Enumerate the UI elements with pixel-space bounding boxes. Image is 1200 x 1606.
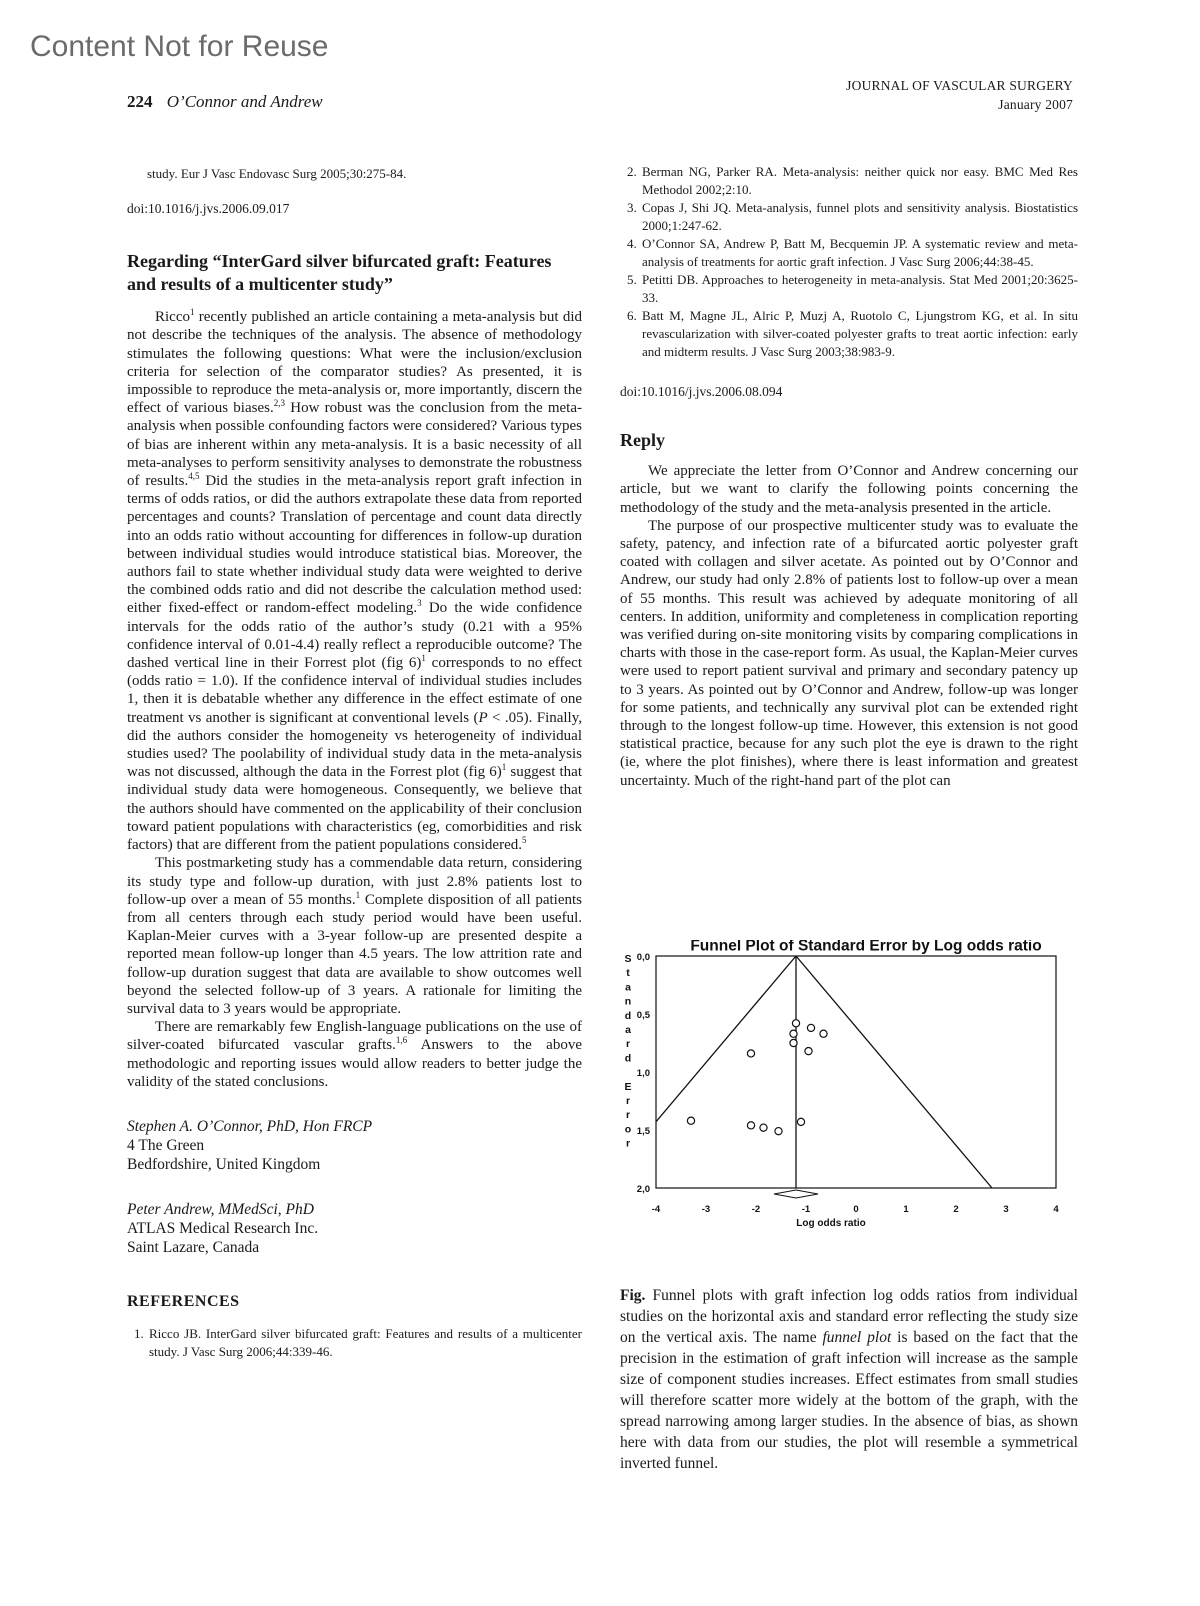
- study-point: [805, 1048, 812, 1055]
- running-header-left: [127, 92, 323, 112]
- x-tick-label: 4: [1053, 1204, 1059, 1215]
- y-axis-label-char: n: [624, 995, 632, 1008]
- study-point: [807, 1024, 814, 1031]
- signature-2: Peter Andrew, MMedSci, PhD ATLAS Medical Research Inc. Saint Lazare, Canada: [127, 1200, 319, 1256]
- study-point: [760, 1124, 767, 1131]
- study-point: [797, 1118, 804, 1125]
- running-header-right: [846, 76, 1073, 114]
- x-tick-label: -4: [651, 1204, 661, 1215]
- study-point: [790, 1030, 797, 1037]
- figure-caption: Fig. Funnel plots with graft infection log odds ratios from individual studies on the horizontal axis and standard error reflecting the study size on the vertical axis. The name funnel plot is based on the fact that the precision in the estimation of graft infection will increase as the sample size of component studies increases. Effect estimates from small studies will therefore scatter more widely at the bottom of the graph, with the spread narrowing among larger studies. In the absence of bias, as shown here with data from our studies, the plot will resemble a symmetrical inverted funnel.: [620, 1287, 1078, 1472]
- study-point: [790, 1039, 797, 1046]
- y-axis-label-char: d: [624, 1052, 632, 1065]
- reference-item: 4. O’Connor SA, Andrew P, Batt M, Becquemin JP. A systematic review and meta-analysis of treatments for aortic graft infection. J Vasc Surg 2006;44:38-45.: [640, 235, 1078, 271]
- y-axis-label-char: t: [626, 967, 630, 980]
- watermark: Content Not for Reuse: [30, 30, 329, 63]
- chart-title: Funnel Plot of Standard Error by Log odds ratio: [690, 940, 1042, 955]
- x-tick-label: -3: [701, 1204, 711, 1215]
- x-tick-label: 3: [1003, 1204, 1009, 1215]
- y-tick-label: 0,5: [636, 1010, 650, 1021]
- reply-doi: doi:10.1016/j.jvs.2006.08.094: [620, 384, 783, 399]
- y-tick-label: 0,0: [636, 952, 650, 963]
- study-point: [792, 1020, 799, 1027]
- references-list: [127, 1325, 582, 1361]
- letter-paragraph-3: There are remarkably few English-language publications on the use of silver-coated bifurcated vascular grafts.$^{1,6}$ Answers to the above methodologic and reporting issues would allow readers to better judge the validity of the stated conclusions.: [127, 1019, 582, 1090]
- y-axis-label-char: r: [625, 1137, 631, 1150]
- reference-item: 3. Copas J, Shi JQ. Meta-analysis, funnel plots and sensitivity analysis. Biostatistics 2000;1:247-62.: [640, 199, 1078, 235]
- references-heading: REFERENCES: [127, 1292, 240, 1310]
- study-point: [687, 1117, 694, 1124]
- y-tick-label: 1,0: [636, 1068, 650, 1079]
- reference-item: 5. Petitti DB. Approaches to heterogeneity in meta-analysis. Stat Med 2001;20:3625-33.: [640, 271, 1078, 307]
- previous-reference-tail: study. Eur J Vasc Endovasc Surg 2005;30:275-84.: [147, 166, 407, 181]
- reply-paragraph-1: We appreciate the letter from O’Connor and Andrew concerning our article, but we want to clarify the following points concerning the methodology of the study and the meta-analysis presented in the article.: [620, 463, 1078, 516]
- x-axis-label: Log odds ratio: [796, 1218, 866, 1229]
- funnel-lines: [620, 956, 992, 1188]
- previous-doi: doi:10.1016/j.jvs.2006.09.017: [127, 201, 290, 216]
- study-point: [747, 1122, 754, 1129]
- letter-paragraph-1: Ricco$^1$ recently published an article containing a meta-analysis but did not describe the techniques of the analysis. The absence of methodology stimulates the following questions: What were the inclusion/exclusion criteria for selection of the comparator studies? As presented, it is impossible to reproduce the meta-analysis or, more importantly, discern the effect of various biases.$^{2,3}$ How robust was the conclusion from the meta-analysis when possible confounding factors were considered? Various types of bias are inherent within any meta-analysis. It is a basic necessity of all meta-analyses to perform sensitivity analyses to demonstrate the robustness of results.$^{4,5}$ Did the studies in the meta-analysis report graft infection in terms of odds ratios, or did the authors extrapolate these data from reported percentages and counts? Translation of percentage and count data directly into an odds ratio without accounting for differences in follow-up duration between individual studies would introduce statistical bias. Moreover, the authors fail to state whether individual study data were weighted to derive the combined odds ratio and did not describe the calculation method used: either fixed-effect or random-effect modeling.$^3$ Do the wide confidence intervals for the odds ratio of the author’s study (0.21 with a 95% confidence interval of 0.01-4.4) really reflect a reproducible outcome? The dashed vertical line in their Forrest plot (fig 6)$^1$ corresponds to no effect (odds ratio = 1.0). If the confidence interval of individual studies includes 1, then it is debatable whether any difference in the effect estimate of one treatment vs another is significant at conventional levels (P < .05). Finally, did the authors consider the homogeneity vs heterogeneity of individual studies used? The poolability of individual study data in the meta-analysis was not discussed, although the data in the Forrest plot (fig 6)$^1$ suggest that individual study data were homogeneous. Consequently, we believe that the authors should have commented on the applicability of their conclusion toward patient populations with characteristics (eg, comorbidities and risk factors) that are different from the patient populations considered.$^5$: [127, 307, 583, 854]
- funnel-plot-figure: [620, 940, 1080, 1270]
- funnel-right-limit: [796, 956, 992, 1188]
- page-number: 224: [127, 92, 153, 111]
- y-axis-label-char: a: [625, 981, 631, 994]
- y-axis-label-char: o: [624, 1123, 632, 1136]
- y-axis-label-char: r: [625, 1109, 631, 1122]
- running-authors: O’Connor and Andrew: [166, 92, 323, 111]
- pooled-estimate-diamond: [774, 1190, 818, 1198]
- funnel-plot-chart: [620, 940, 1080, 1270]
- letter-paragraph-2: This postmarketing study has a commendable data return, considering its study type and follow-up duration, with just 2.8% patients lost to follow-up over a mean of 55 months.$^1$ Complete disposition of all patients from all centers through each study period would have been useful. Kaplan-Meier curves with a 3-year follow-up are presented despite a reported mean follow-up longer than 4.5 years. The low attrition rate and follow-up duration suggest that data are available to show outcomes well beyond the selected follow-up of 3 years. A rationale for limiting the survival data to 3 years would be appropriate.: [127, 855, 583, 1017]
- reference-item: 1. Ricco JB. InterGard silver bifurcated graft: Features and results of a multicenter study. J Vasc Surg 2006;44:339-46.: [147, 1325, 582, 1361]
- references-list-continued: [620, 163, 1078, 361]
- y-axis-label-char: a: [625, 1024, 631, 1036]
- y-axis-label-char: S: [624, 953, 632, 965]
- reference-item: 6. Batt M, Magne JL, Alric P, Muzj A, Ruotolo C, Ljungstrom KG, et al. In situ revascularization with silver-coated polyester grafts to treat aortic infection: early and midterm results. J Vasc Surg 2003;38:983-9.: [640, 307, 1078, 361]
- y-tick-label: 1,5: [636, 1126, 650, 1137]
- left-column: [127, 165, 582, 1361]
- letter-title: Regarding “InterGard silver bifurcated graft: Features and results of a multicenter study”: [127, 251, 552, 295]
- y-axis-label-char: r: [625, 1038, 631, 1051]
- reply-heading: Reply: [620, 430, 665, 451]
- study-point: [775, 1128, 782, 1135]
- x-tick-label: 0: [853, 1204, 859, 1215]
- issue-date: January 2007: [998, 97, 1073, 112]
- y-axis-label-char: d: [624, 1009, 632, 1022]
- plot-frame: [656, 956, 1056, 1188]
- right-column: [620, 165, 1078, 790]
- reply-paragraph-2: The purpose of our prospective multicenter study was to evaluate the safety, patency, and infection rate of a bifurcated aortic polyester graft coated with collagen and silver acetate. As pointed out by O’Connor and Andrew, our study had only 2.8% of patients lost to follow-up over a mean of 55 months. This result was achieved by adequate monitoring of all centers. In addition, uniformity and completeness in complication reporting was verified during on-site monitoring visits by comparing complications in charts with those in the case-report form. As usual, the Kaplan-Meier curves were used to report patient survival and primary and secondary patency up to 3 years. As pointed out by O’Connor and Andrew, follow-up was longer for some patients, and technically any survival plot can be extended right through to the longest follow-up time. However, this extension is not good statistical practice, because for any such plot the eye is drawn to the right (ie, where the plot finishes), where there is least information and greatest uncertainty. Much of the right-hand part of the plot can: [620, 517, 1078, 789]
- x-tick-label: -1: [801, 1204, 811, 1215]
- study-point: [820, 1030, 827, 1037]
- x-tick-label: -2: [751, 1204, 761, 1215]
- x-tick-label: 1: [903, 1204, 909, 1215]
- signature-1: Stephen A. O’Connor, PhD, Hon FRCP 4 The Green Bedfordshire, United Kingdom: [127, 1117, 373, 1173]
- y-axis-label-char: r: [625, 1095, 631, 1107]
- x-tick-label: 2: [953, 1204, 959, 1215]
- reference-item: 2. Berman NG, Parker RA. Meta-analysis: neither quick nor easy. BMC Med Res Methodol 2002;2:10.: [640, 163, 1078, 199]
- y-axis-label-char: E: [624, 1080, 632, 1093]
- journal-name: JOURNAL OF VASCULAR SURGERY: [846, 78, 1073, 93]
- y-tick-label: 2,0: [636, 1184, 650, 1195]
- study-point: [747, 1050, 754, 1057]
